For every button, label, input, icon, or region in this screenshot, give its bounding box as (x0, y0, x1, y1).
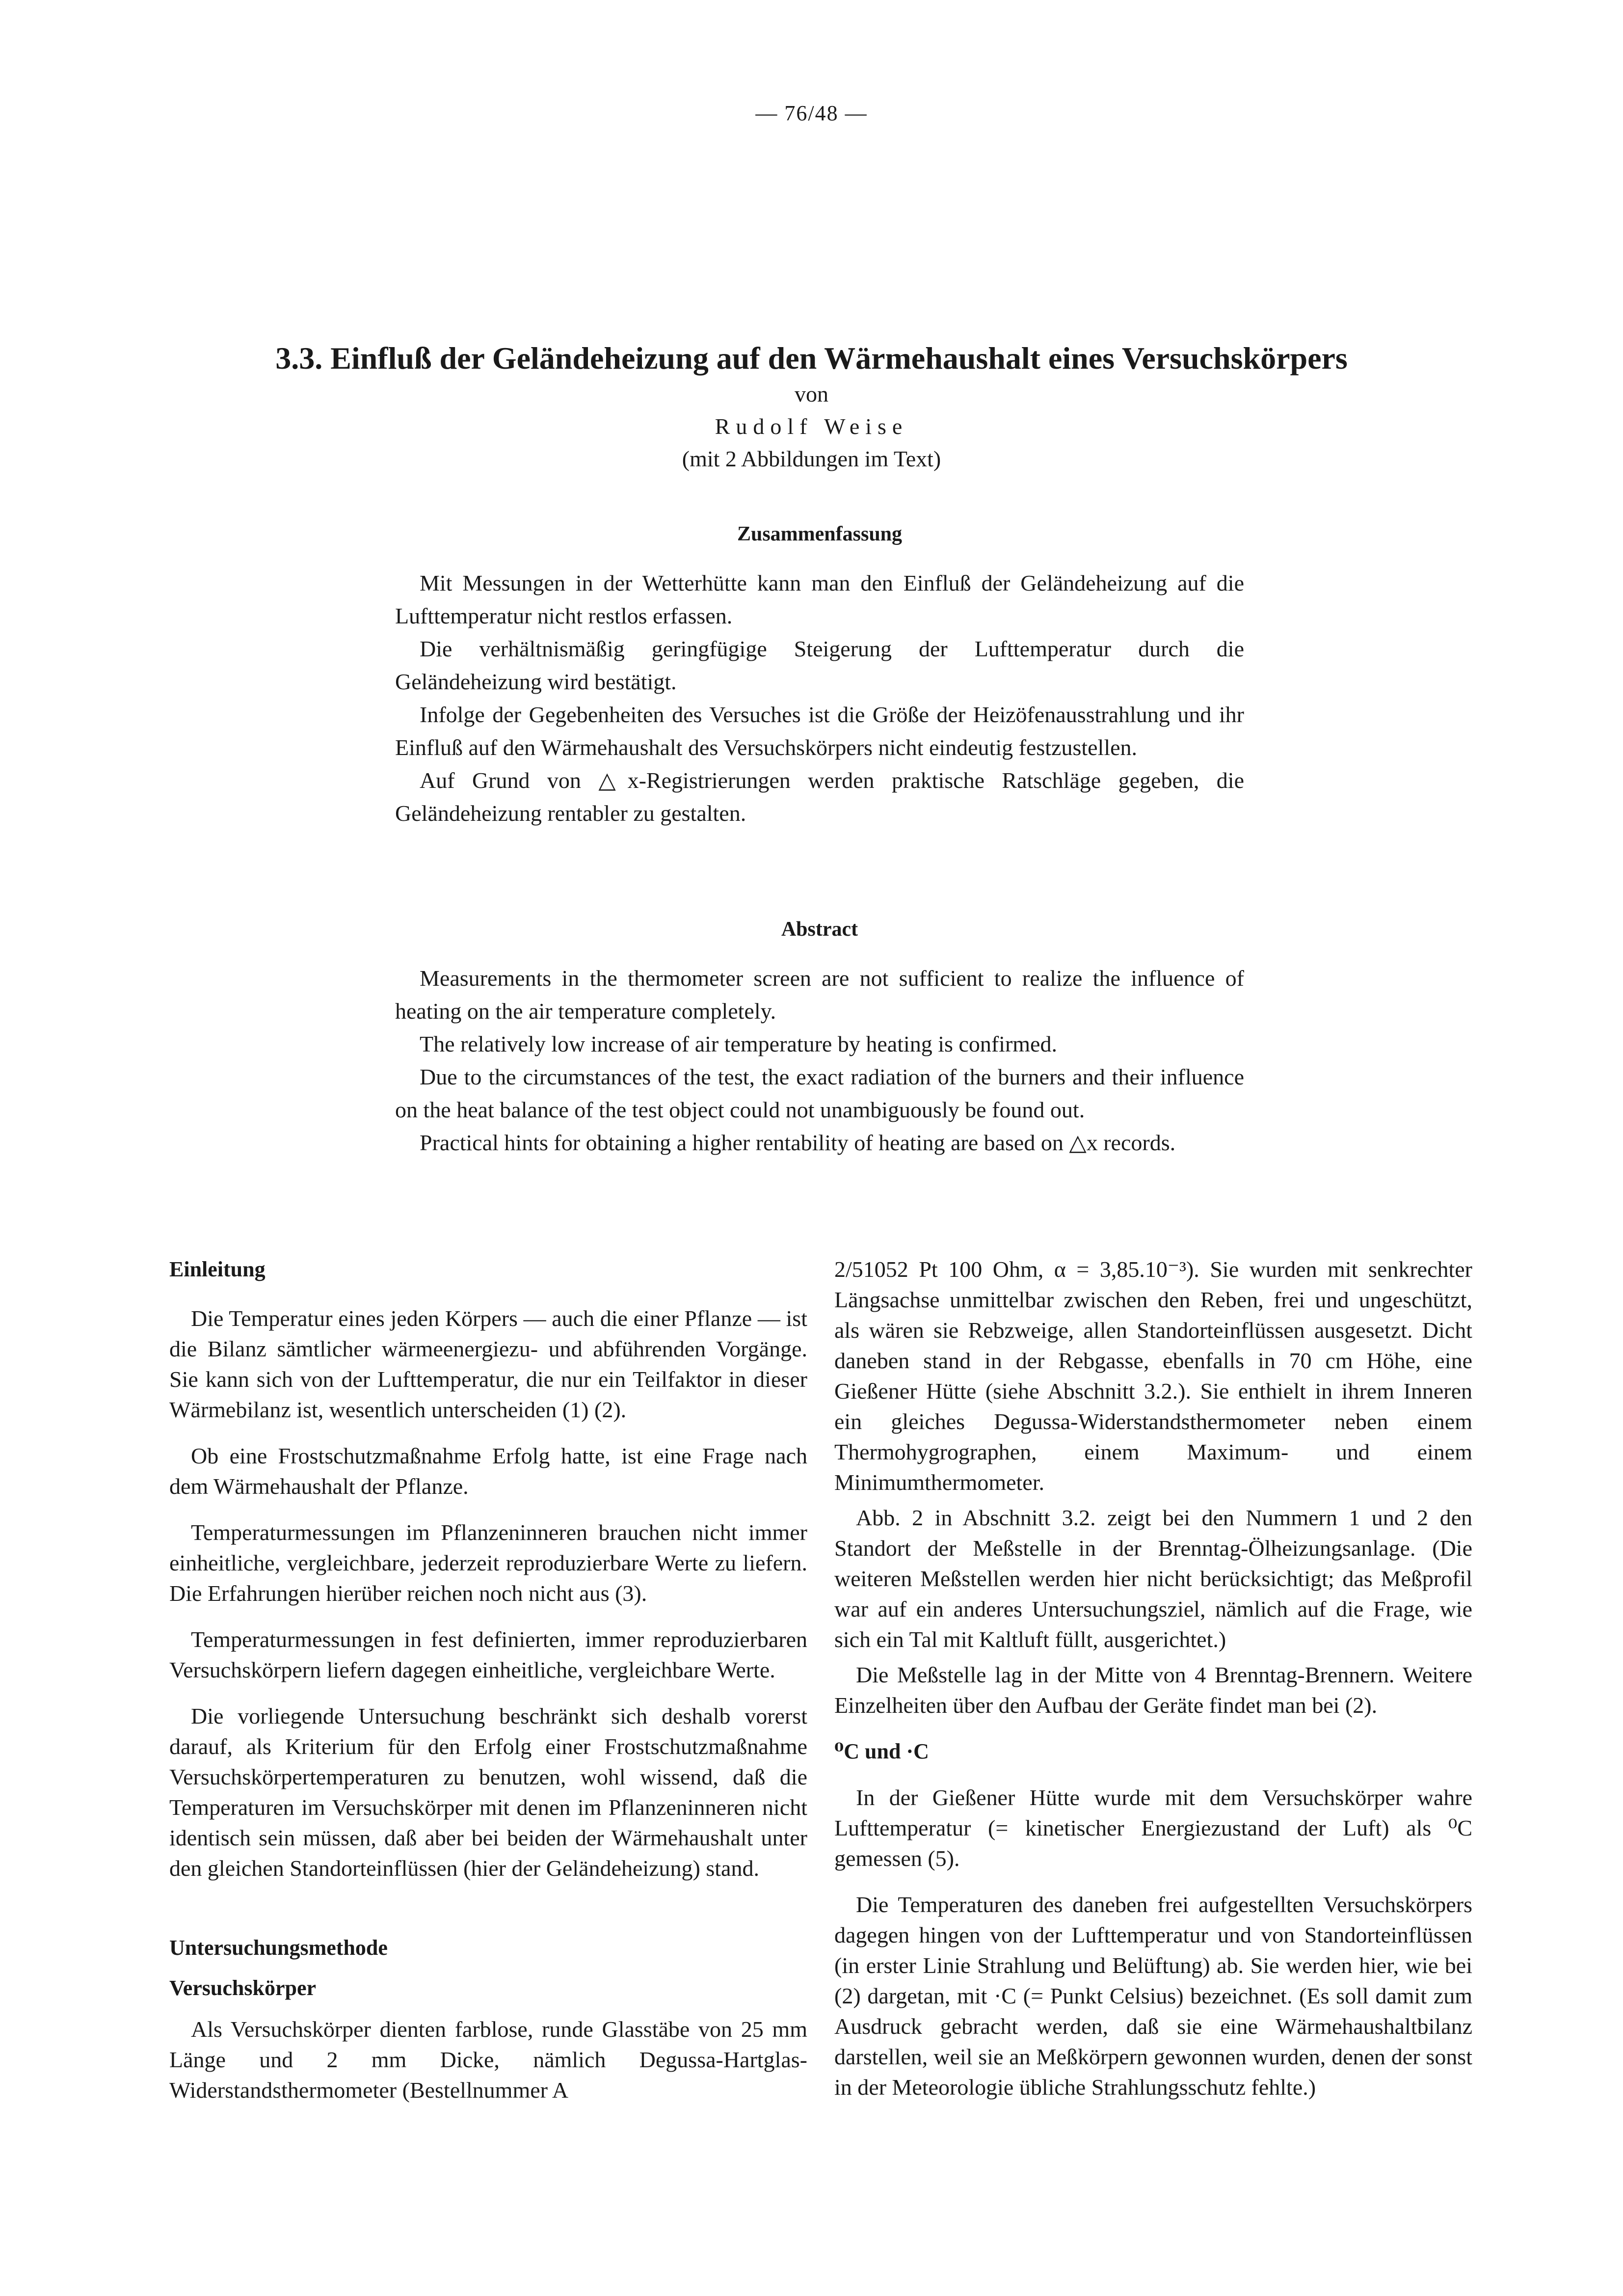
einleitung-paragraph: Die Temperatur eines jeden Körpers — auch die einer Pflanze — ist die Bilanz sämtlicher wärmeenergiezu- und abführenden Vorgänge. Sie kann sich von der Lufttemperatur, die nur ein Teilfaktor in dieser Wärmebilanz ist, wesentlich unterscheiden (1) (2). (169, 1306, 807, 1422)
left-column (169, 1254, 807, 2121)
figures-note: (mit 2 Abbildungen im Text) (682, 446, 941, 471)
einleitung-heading: Einleitung (169, 1257, 266, 1281)
zusammenfassung-paragraph: Infolge der Gegebenheiten des Versuches ist die Größe der Heizöfenausstrahlung und ihr Einfluß auf den Wärmehaushalt des Versuchskörpers nicht eindeutig festzustellen. (395, 702, 1244, 760)
einleitung-paragraph: Die vorliegende Untersuchung beschränkt sich deshalb vorerst darauf, als Kriterium für den Erfolg einer Frostschutzmaßnahme Versuchskörpertemperaturen zu benutzen, wohl wissend, daß die Temperaturen im Versuchskörper mit denen im Pflanzeninneren nicht identisch sein müssen, daß aber bei beiden der Wärmehaushalt unter den gleichen Standorteinflüssen (hier der Geländeheizung) stand. (169, 1703, 807, 1881)
einleitung-paragraph: Ob eine Frostschutzmaßnahme Erfolg hatte, ist eine Frage nach dem Wärmehaushalt der Pflanze. (169, 1443, 807, 1499)
einleitung-paragraph: Temperaturmessungen in fest definierten, immer reproduzierbaren Versuchskörpern liefern dagegen einheitliche, vergleichbare Werte. (169, 1627, 807, 1682)
continued-paragraph: 2/51052 Pt 100 Ohm, α = 3,85.10⁻³). Sie wurden mit senkrechter Längsachse unmittelbar zwischen den Reben, frei und ungeschützt, als wären sie Rebzweige, allen Standorteinflüssen ausgesetzt. Dicht daneben stand in der Rebgasse, ebenfalls in 70 cm Höhe, eine Gießener Hütte (siehe Abschnitt 3.2.). Sie enthielt in ihrem Inneren ein gleiches Degussa-Widerstandsthermometer neben einem Thermohygrographen, einem Maximum- und einem Minimumthermometer. (834, 1257, 1472, 1495)
author-name: Rudolf Weise (715, 414, 908, 439)
celsius-paragraph: In der Gießener Hütte wurde mit dem Versuchskörper wahre Lufttemperatur (= kinetischer Energiezustand der Luft) als ⁰C gemessen (5). (834, 1785, 1472, 1871)
byline-von: von (795, 381, 828, 406)
article-title: 3.3. Einfluß der Geländeheizung auf den Wärmehaushalt eines Versuchskörpers (275, 341, 1348, 376)
zusammenfassung-paragraph: Auf Grund von △x-Registrierungen werden praktische Ratschläge gegeben, die Geländeheizung rentabler zu gestalten. (395, 768, 1244, 826)
zusammenfassung-section (395, 518, 1244, 830)
abstract-paragraph: The relatively low increase of air temperature by heating is confirmed. (420, 1031, 1057, 1056)
byline (147, 378, 1476, 475)
abstract-heading: Abstract (781, 918, 858, 941)
body-paragraph: Abb. 2 in Abschnitt 3.2. zeigt bei den Nummern 1 und 2 den Standort der Meßstelle in der Brenntag-Ölheizungsanlage. (Die weiteren Meßstellen werden hier nicht berücksichtigt; das Meßprofil war auf ein anderes Untersuchungsziel, nämlich auf die Frage, wie sich ein Tal mit Kaltluft füllt, ausgerichtet.) (834, 1505, 1472, 1652)
abstract-paragraph: Due to the circumstances of the test, the exact radiation of the burners and their influence on the heat balance of the test object could not unambiguously be found out. (395, 1064, 1244, 1122)
methode-heading: Untersuchungsmethode (169, 1936, 388, 1960)
right-column (834, 1254, 1472, 2118)
zusammenfassung-paragraph: Die verhältnismäßig geringfügige Steigerung der Lufttemperatur durch die Geländeheizung wird bestätigt. (395, 636, 1244, 694)
celsius-paragraph: Die Temperaturen des daneben frei aufgestellten Versuchskörpers dagegen hingen von der Lufttemperatur und von Standorteinflüssen (in erster Linie Strahlung und Belüftung) ab. Sie werden hier, wie bei (2) dargetan, mit ·C (= Punkt Celsius) bezeichnet. (Es soll damit zum Ausdruck gebracht werden, daß sie eine Wärmehaushaltbilanz darstellen, weil sie an Meßkörpern gewonnen wurden, denen der sonst in der Meteorologie übliche Strahlungsschutz fehlte.) (834, 1892, 1472, 2100)
versuchskoerper-heading: Versuchskörper (169, 1976, 317, 2000)
abstract-paragraph: Measurements in the thermometer screen are not sufficient to realize the influence of heating on the air temperature completely. (395, 966, 1244, 1024)
versuchskoerper-paragraph: Als Versuchskörper dienten farblose, runde Glasstäbe von 25 mm Länge und 2 mm Dicke, nämlich Degussa-Hartglas-Widerstandsthermometer (Bestellnummer A (169, 2017, 807, 2103)
zusammenfassung-paragraph: Mit Messungen in der Wetterhütte kann man den Einfluß der Geländeheizung auf die Lufttemperatur nicht restlos erfassen. (395, 570, 1244, 628)
body-paragraph: Die Meßstelle lag in der Mitte von 4 Brenntag-Brennern. Weitere Einzelheiten über den Aufbau der Geräte findet man bei (2). (834, 1662, 1472, 1718)
celsius-heading: ⁰C und ·C (834, 1739, 929, 1763)
abstract-section (395, 913, 1244, 1159)
zusammenfassung-heading: Zusammenfassung (737, 523, 903, 545)
abstract-paragraph: Practical hints for obtaining a higher rentability of heating are based on △x records. (420, 1130, 1176, 1155)
page-number: — 76/48 — (755, 101, 868, 125)
einleitung-paragraph: Temperaturmessungen im Pflanzeninneren brauchen nicht immer einheitliche, vergleichbare, jederzeit reproduzierbare Werte zu liefern. Die Erfahrungen hierüber reichen noch nicht aus (3). (169, 1520, 807, 1606)
